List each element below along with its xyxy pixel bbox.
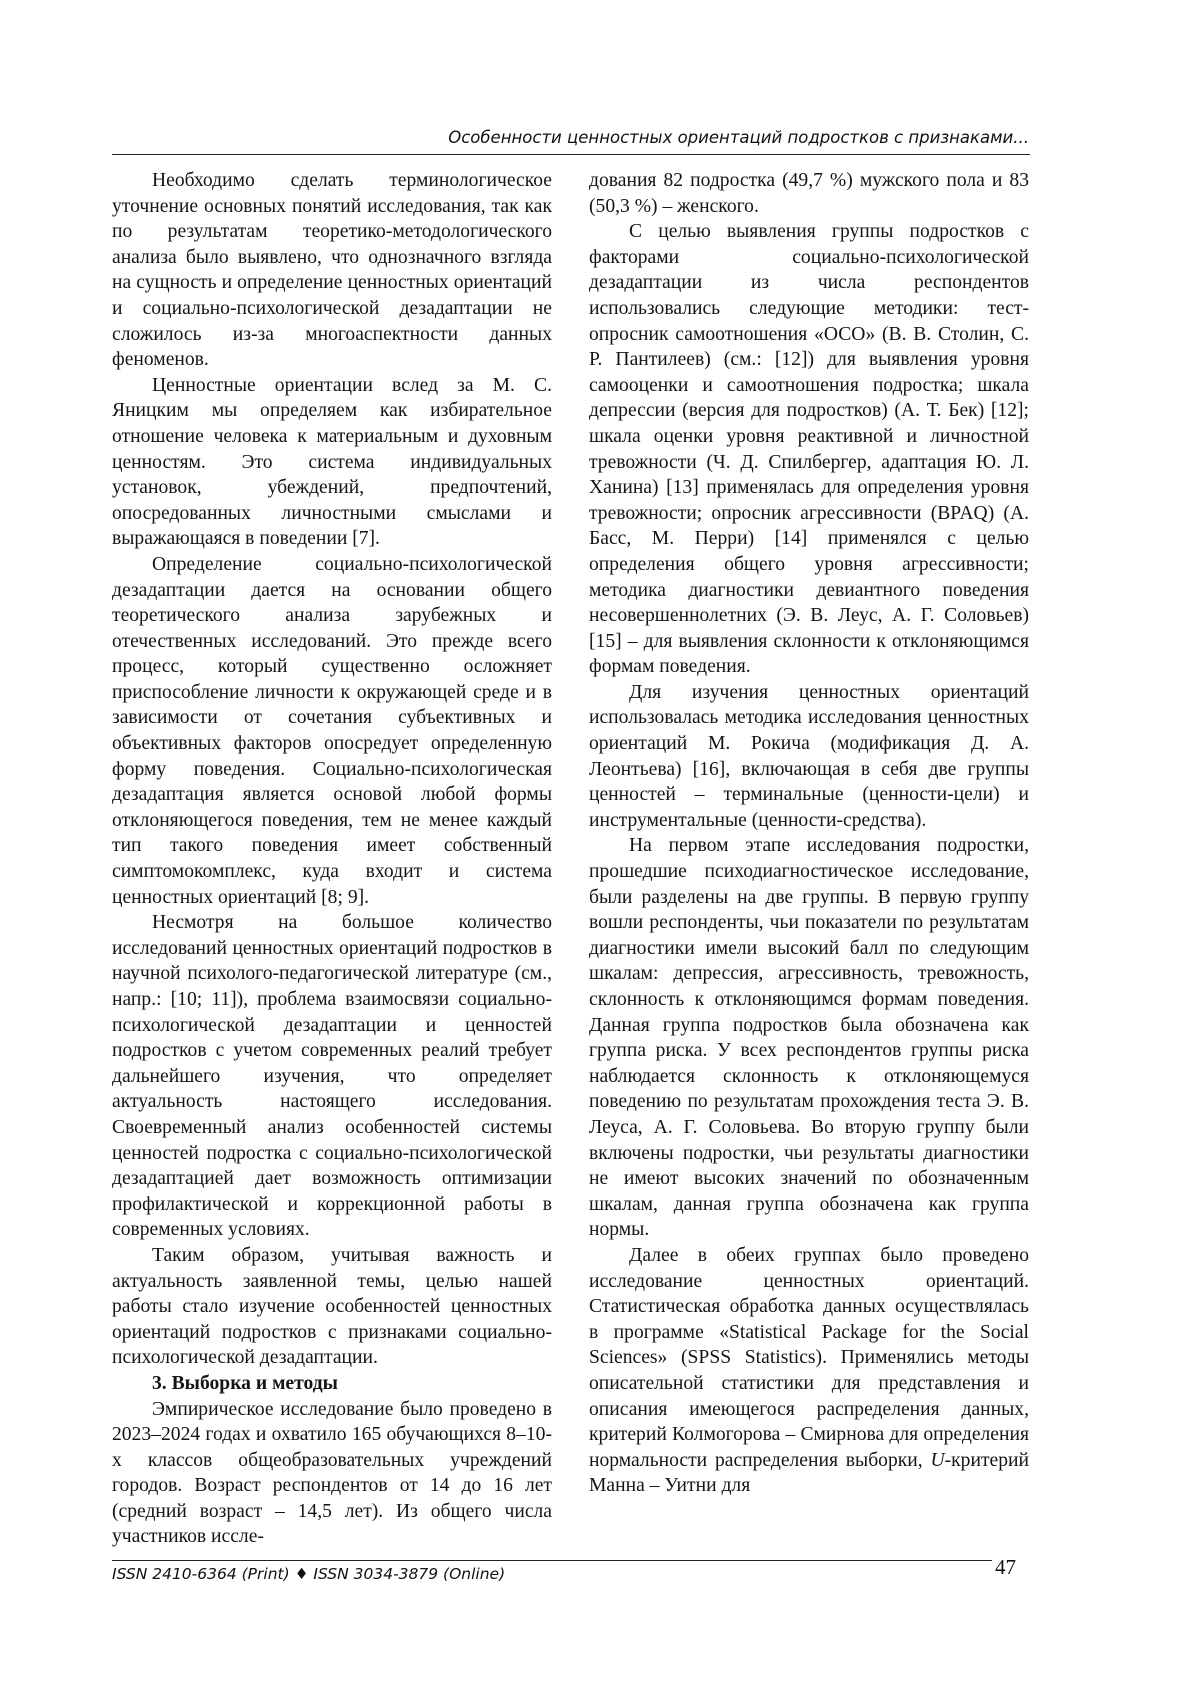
running-header: Особенности ценностных ориентаций подростков с признаками... [448,128,1029,147]
u-criterion-letter: U [930,1449,945,1471]
statistics-text: Далее в обеих группах было проведено исследование ценностных ориентаций. Статистическая обработка данных осуществлялась в программе «Statistical Package for the Social Sciences» (SPSS Statistics). Применялись методы описательной статистики для представления и описания имеющегося распределения данных, критерий Колмогорова – Смирнова для определения нормальности распределения выборки, [589,1244,1029,1471]
header-rule [112,154,1030,155]
paragraph-disadaptation-definition: Определение социально-психологической дезадаптации дается на основании общего теоретического анализа зарубежных и отечественных исследований. Это прежде всего процесс, который существенно осложняет приспособление личности к окружающей среде и в зависимости от сочетания субъективных и объективных факторов опосредует определенную форму поведения. Социально-психологическая дезадаптация является основой любой формы отклоняющегося поведения, тем не менее каждый тип такого поведения имеет собственный симптомокомплекс, куда входит и система ценностных ориентаций [8; 9]. [112,553,552,908]
paragraph-sample-continued: дования 82 подростка (49,7 %) мужского пола и 83 (50,3 %) – женского. [589,170,1029,217]
paragraph-value-orientations: Ценностные ориентации вслед за М. С. Яницким мы определяем как избирательное отношение человека к материальным и духовным ценностям. Это система индивидуальных установок, убеждений, предпочтений, опосредованных личностными смыслами и выражающаяся в поведении [7]. [112,374,552,550]
section-heading: 3. Выборка и методы [152,1372,338,1394]
paragraph-goal: Таким образом, учитывая важность и актуальность заявленной темы, целью нашей работы стало изучение особенностей ценностных ориентаций подростков с признаками социально-психологической дезадаптации. [112,1244,552,1369]
paragraph-statistics [589,1243,1029,1499]
page-number: 47 [995,1555,1016,1579]
footer-issn: ISSN 2410-6364 (Print) ♦ ISSN 3034-3879 (Online) [112,1565,506,1583]
paragraph-sample: Эмпирическое исследование было проведено в 2023–2024 годах и охватило 165 обучающихся 8–10-х классов общеобразовательных учреждений городов. Возраст респондентов от 14 до 16 лет (средний возраст – 14,5 лет). Из общего числа участников иссле- [112,1398,552,1548]
paragraph-terminology: Необходимо сделать терминологическое уточнение основных понятий исследования, так как по результатам теоретико-методологического анализа было выявлено, что однозначного взгляда на сущность и определение ценностных ориентаций и социально-психологической дезадаптации не сложилось из-за многоаспектности данных феноменов. [112,170,552,371]
right-column [589,168,1029,1499]
footer-rule [112,1560,992,1561]
left-column [112,168,552,1550]
paragraph-relevance: Несмотря на большое количество исследований ценностных ориентаций подростков в научной психолого-педагогической литературе (см., напр.: [10; 11]), проблема взаимосвязи социально-психологической дезадаптации и ценностей подростков с учетом современных реалий требует дальнейшего изучения, что определяет актуальность настоящего исследования. Своевременный анализ особенностей системы ценностей подростка с социально-психологической дезадаптацией дает возможность оптимизации профилактической и коррекционной работы в современных условиях. [112,912,552,1241]
paragraph-methods: С целью выявления группы подростков с факторами социально-психологической дезадаптации из числа респондентов использовались следующие методики: тест-опросник самоотношения «ОСО» (В. В. Столин, С. Р. Пантилеев) (см.: [12]) для выявления уровня самооценки и самоотношения подростка; шкала депрессии (версия для подростков) (А. Т. Бек) [12]; шкала оценки уровня реактивной и личностной тревожности (Ч. Д. Спилбергер, адаптация Ю. Л. Ханина) [13] применялась для определения уровня тревожности; опросник агрессивности (BPAQ) (А. Басс, М. Перри) [14] применялся с целью определения общего уровня агрессивности; методика диагностики девиантного поведения несовершеннолетних (Э. В. Леус, А. Г. Соловьев) [15] – для выявления склонности к отклоняющимся формам поведения. [589,221,1029,678]
paragraph-rokeach: Для изучения ценностных ориентаций использовалась методика исследования ценностных ориентаций М. Рокича (модификация Д. А. Леонтьева) [16], включающая в себя две группы ценностей – терминальные (ценности-цели) и инструментальные (ценности-средства). [589,681,1029,831]
paragraph-groups: На первом этапе исследования подростки, прошедшие психодиагностическое исследование, были разделены на две группы. В первую группу вошли респонденты, чьи показатели по результатам диагностики имели высокий балл по следующим шкалам: депрессия, агрессивность, тревожность, склонность к отклоняющимся формам поведения. Данная группа подростков была обозначена как группа риска. У всех респондентов группы риска наблюдается склонность к отклоняющемуся поведению по результатам прохождения теста Э. В. Леуса, А. Г. Соловьева. Во вторую группу были включены подростки, чьи результаты диагностики не имеют высоких значений по обозначенным шкалам, данная группа обозначена как группа нормы. [589,835,1029,1241]
statistics-text-end: -критерий Манна – Уитни для [589,1449,1029,1497]
